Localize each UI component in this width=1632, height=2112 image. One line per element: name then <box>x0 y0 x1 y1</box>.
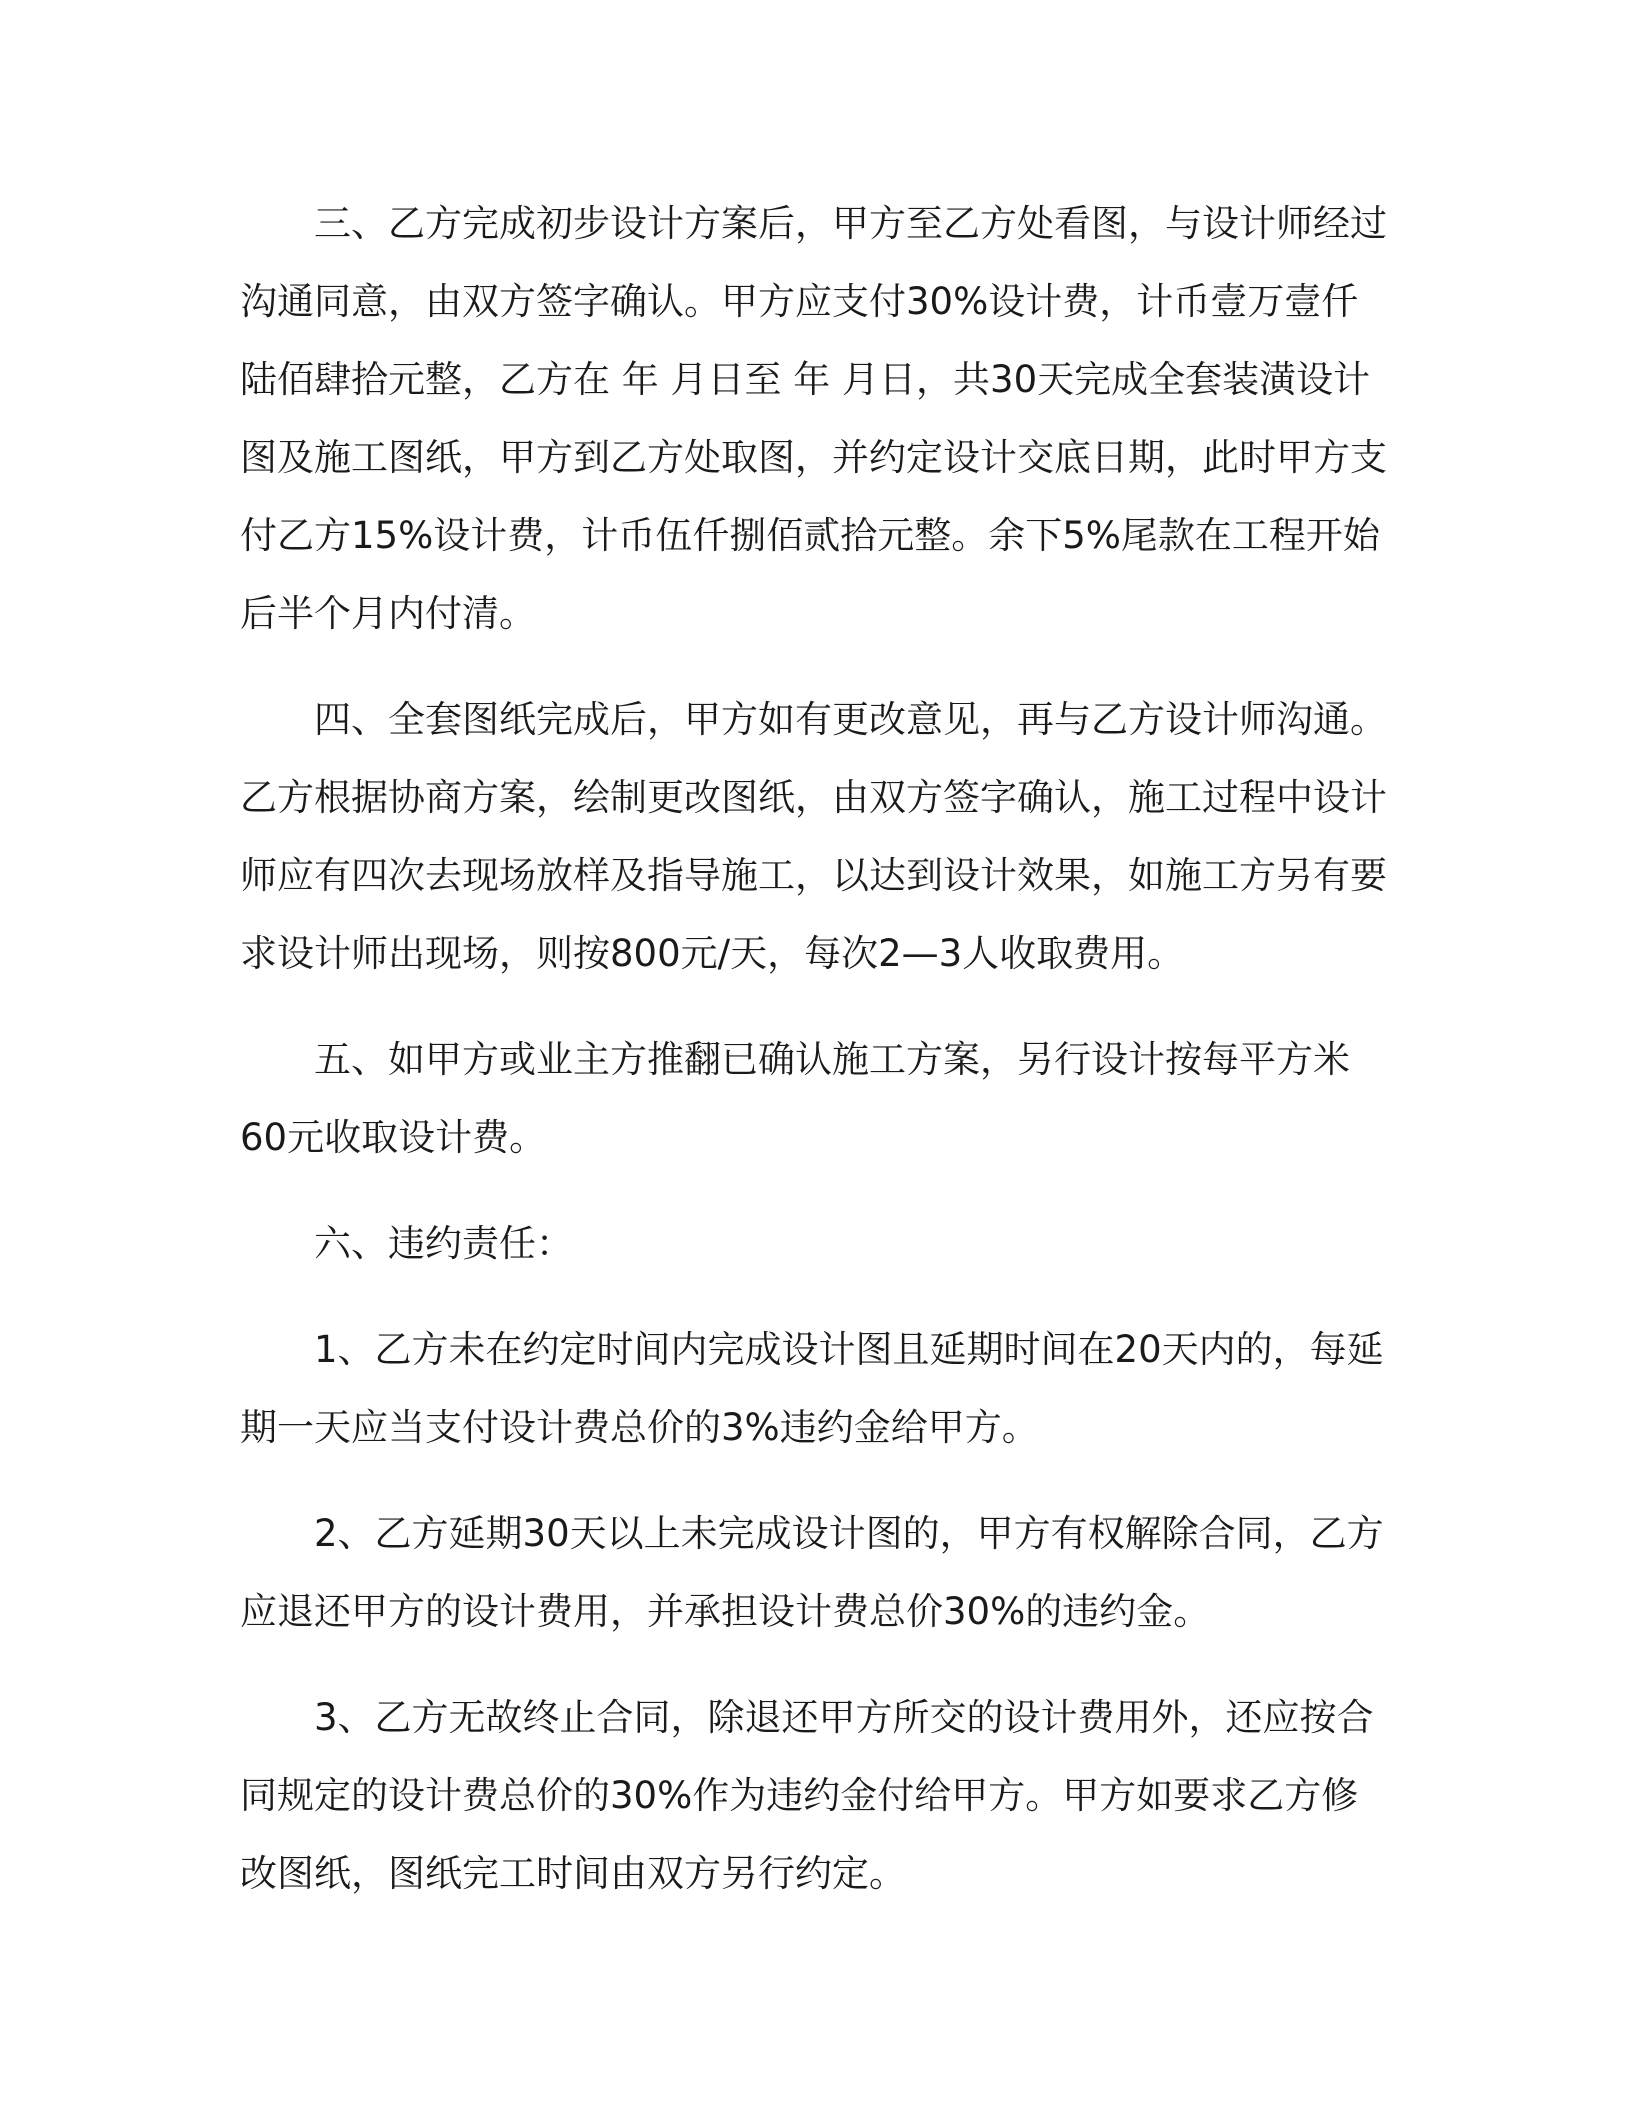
paragraph-gap <box>240 653 1390 681</box>
paragraph-gap <box>240 1283 1390 1311</box>
paragraph-clause-5: 五、如甲方或业主方推翻已确认施工方案，另行设计按每平方米60元收取设计费。 <box>240 1038 1350 1159</box>
paragraph-clause-3: 三、乙方完成初步设计方案后，甲方至乙方处看图，与设计师经过沟通同意，由双方签字确认。甲方应支付30%设计费，计币壹万壹仟陆佰肆拾元整，乙方在 年 月日至 年 月日，共30天完成全套装潢设计图及施工图纸，甲方到乙方处取图，并约定设计交底日期，此时甲方支付乙方15%设计费，计币伍仟捌佰贰拾元整。余下5%尾款在工程开始后半个月内付清。 <box>240 202 1387 635</box>
paragraph-gap <box>240 1651 1390 1679</box>
paragraph-clause-4: 四、全套图纸完成后，甲方如有更改意见，再与乙方设计师沟通。乙方根据协商方案，绘制更改图纸，由双方签字确认，施工过程中设计师应有四次去现场放样及指导施工，以达到设计效果，如施工方另有要求设计师出现场，则按800元/天，每次2—3人收取费用。 <box>240 698 1387 975</box>
paragraph-liability-3: 3、乙方无故终止合同，除退还甲方所交的设计费用外，还应按合同规定的设计费总价的30%作为违约金付给甲方。甲方如要求乙方修改图纸，图纸完工时间由双方另行约定。 <box>240 1696 1374 1895</box>
paragraph-gap <box>240 1467 1390 1495</box>
paragraph-gap <box>240 1177 1390 1205</box>
paragraph-liability-1: 1、乙方未在约定时间内完成设计图且延期时间在20天内的，每延期一天应当支付设计费总价的3%违约金给甲方。 <box>240 1328 1384 1449</box>
document-body <box>240 185 1390 1913</box>
paragraph-gap <box>240 993 1390 1021</box>
paragraph-clause-6-heading: 六、违约责任： <box>314 1222 573 1265</box>
paragraph-liability-2: 2、乙方延期30天以上未完成设计图的，甲方有权解除合同，乙方应退还甲方的设计费用，并承担设计费总价30%的违约金。 <box>240 1512 1384 1633</box>
